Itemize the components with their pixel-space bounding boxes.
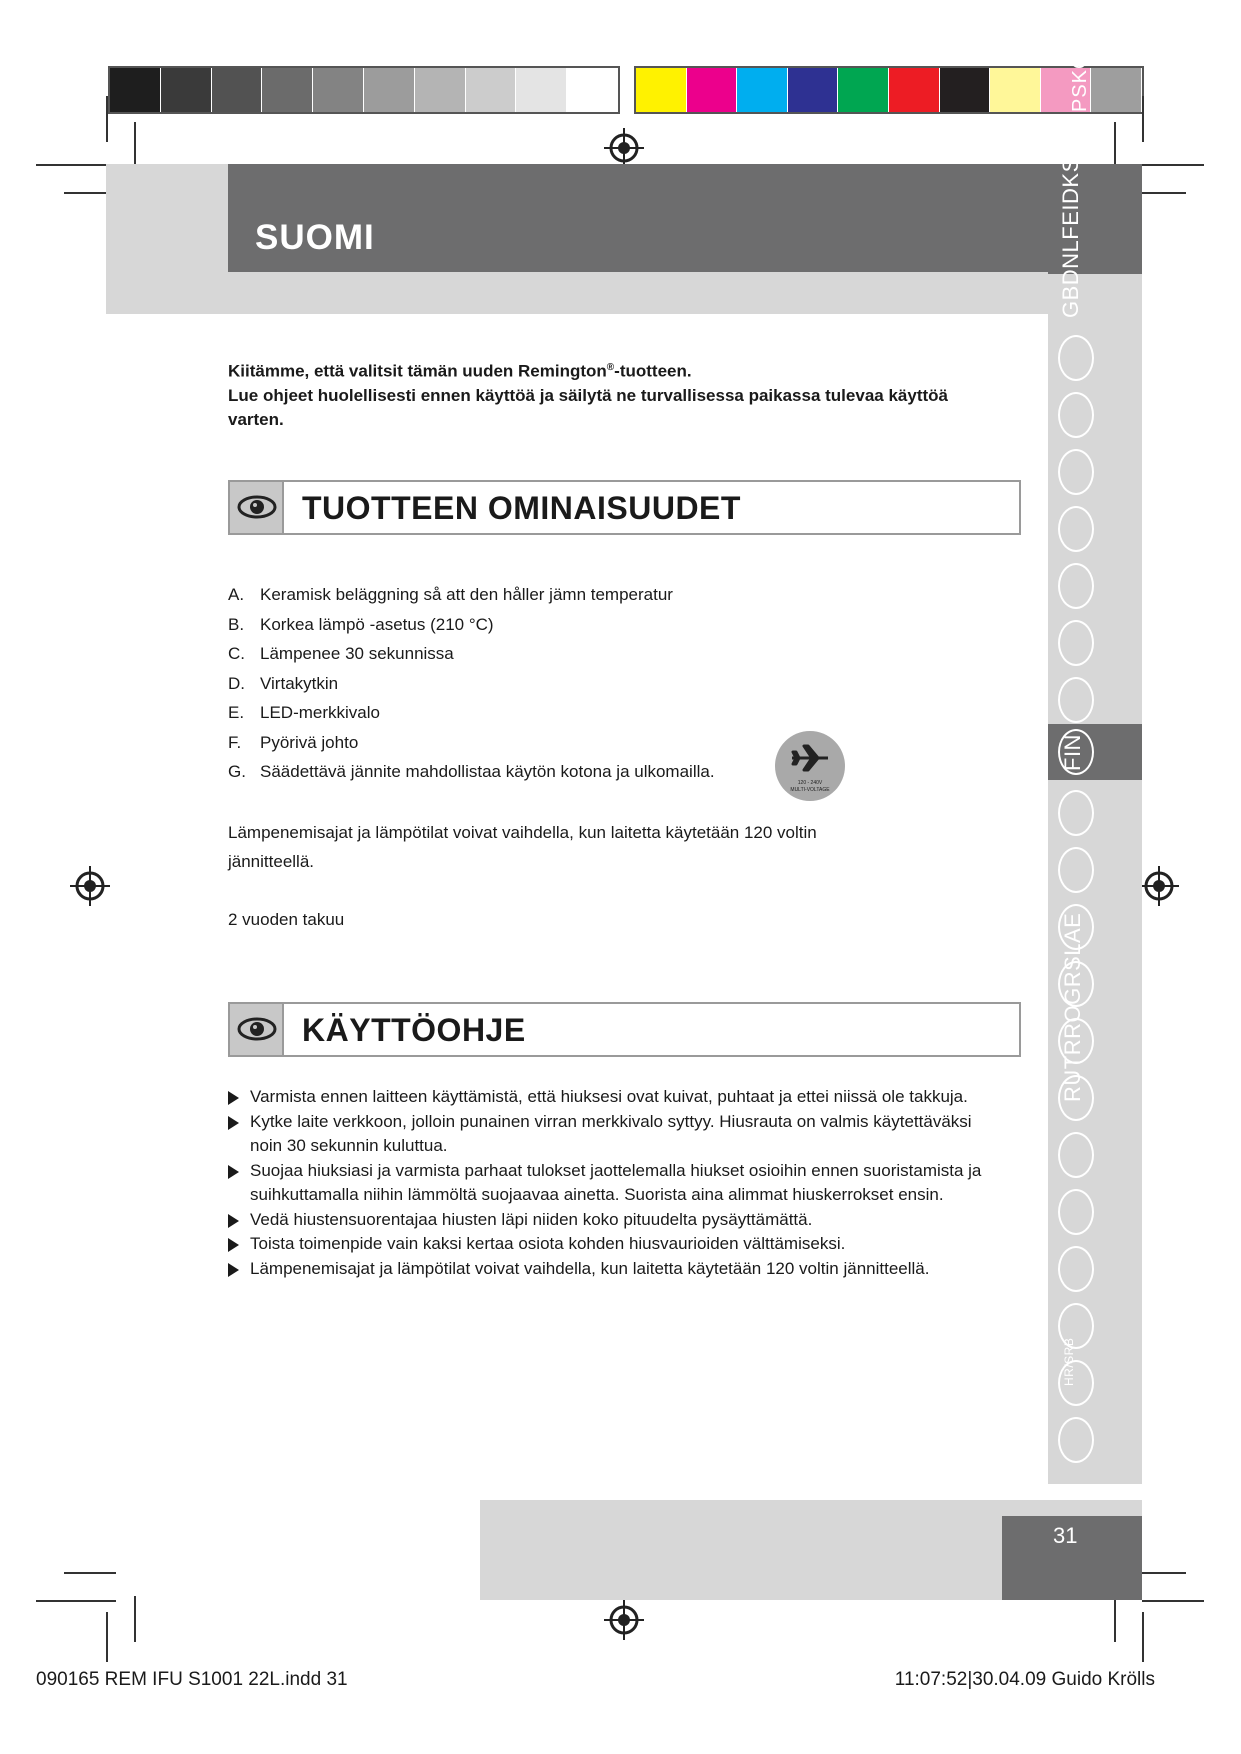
multi-voltage-badge <box>775 731 845 801</box>
intro-line2: Lue ohjeet huolellisesti ennen käyttöä ja säilytä ne turvallisessa paikassa tulevaa käyttöä varten. <box>228 385 948 429</box>
bullet-arrow-icon <box>228 1214 239 1228</box>
color-swatch <box>364 68 415 112</box>
list-letter: E. <box>228 703 245 722</box>
color-swatch <box>415 68 466 112</box>
color-swatch <box>110 68 161 112</box>
list-item <box>228 1208 988 1233</box>
list-item <box>228 1257 988 1282</box>
list-text: Keramisk beläggning så att den håller jämn temperatur <box>260 585 673 604</box>
page-number: 31 <box>1053 1523 1078 1548</box>
warranty-text: 2 vuoden takuu <box>228 910 345 929</box>
intro-text <box>228 356 998 432</box>
list-item <box>228 669 715 699</box>
side-tab-active-label: FIN <box>1060 734 1085 771</box>
crop-mark <box>1114 1596 1116 1642</box>
list-item <box>228 728 715 758</box>
color-swatch <box>788 68 839 112</box>
registration-mark-icon <box>1139 866 1179 906</box>
color-swatch <box>212 68 263 112</box>
color-swatch <box>1091 68 1142 112</box>
section-header-features <box>228 480 1021 535</box>
badge-line1: 120 - 240V <box>797 780 823 786</box>
bullet-arrow-icon <box>228 1263 239 1277</box>
list-text: Toista toimenpide vain kaksi kertaa osiota kohden hiusvaurioiden välttämiseksi. <box>250 1234 846 1253</box>
crop-mark <box>36 1600 116 1602</box>
registration-mark-icon <box>70 866 110 906</box>
color-swatch <box>940 68 991 112</box>
list-letter: C. <box>228 644 245 663</box>
instruction-list <box>228 1085 988 1281</box>
bullet-arrow-icon <box>228 1091 239 1105</box>
list-text: Vedä hiustensuorentajaa hiusten läpi niiden koko pituudelta pysäyttämättä. <box>250 1209 813 1229</box>
eye-icon-box <box>230 482 284 533</box>
list-item <box>228 757 715 787</box>
page-title: SUOMI <box>255 218 375 257</box>
color-swatch <box>313 68 364 112</box>
list-item <box>228 1110 988 1159</box>
tab-circle[interactable] <box>1058 677 1094 723</box>
color-swatch <box>737 68 788 112</box>
crop-mark <box>1142 96 1144 142</box>
list-text: Kytke laite verkkoon, jolloin punainen virran merkkivalo syttyy. Hiusrauta on valmis käytettäväksi noin 30 sekunnin kuluttua. <box>250 1111 972 1155</box>
color-swatch <box>516 68 567 112</box>
tab-circle[interactable] <box>1058 392 1094 438</box>
registration-mark-icon <box>604 128 644 168</box>
list-item <box>228 698 715 728</box>
grayscale-calibration-bar <box>108 66 620 114</box>
list-text: Suojaa hiuksiasi ja varmista parhaat tulokset jaottelemalla hiukset osioihin ennen suoristamista ja suihkuttamalla niihin lämmöltä suojaavaa ainetta. Suorista aina alimmat hiuskerrokset ensin. <box>250 1160 982 1204</box>
crop-mark <box>36 164 116 166</box>
crop-mark <box>106 1612 108 1662</box>
tab-circle[interactable] <box>1058 1417 1094 1463</box>
intro-line1-end: -tuotteen. <box>614 361 692 381</box>
tab-circle[interactable] <box>1058 1246 1094 1292</box>
section-title-features: TUOTTEEN OMINAISUUDET <box>302 490 741 526</box>
list-item <box>228 639 715 669</box>
list-text: Säädettävä jännite mahdollistaa käytön kotona ja ulkomailla. <box>260 762 715 781</box>
tab-circle[interactable] <box>1058 790 1094 836</box>
registered-mark: ® <box>606 362 615 373</box>
list-item <box>228 580 715 610</box>
crop-mark <box>1142 164 1204 166</box>
crop-mark <box>64 1572 116 1574</box>
eye-icon <box>237 494 277 520</box>
crop-mark <box>134 1596 136 1642</box>
registration-mark-icon <box>604 1600 644 1640</box>
color-swatch <box>567 68 618 112</box>
list-text: Pyörivä johto <box>260 732 359 752</box>
color-swatch <box>466 68 517 112</box>
list-text: Lämpenemisajat ja lämpötilat voivat vaihdella, kun laitetta käytetään 120 voltin jännitteellä. <box>250 1258 930 1278</box>
footer-file-info: 090165 REM IFU S1001 22L.indd 31 <box>36 1669 348 1690</box>
tab-circle[interactable] <box>1058 1189 1094 1235</box>
eye-icon <box>237 1016 277 1042</box>
bullet-arrow-icon <box>228 1165 239 1179</box>
section-header-instructions <box>228 1002 1021 1057</box>
color-swatch <box>838 68 889 112</box>
tab-circle[interactable] <box>1058 449 1094 495</box>
tab-circle[interactable] <box>1058 847 1094 893</box>
list-letter: D. <box>228 673 245 693</box>
crop-mark <box>1142 1612 1144 1662</box>
color-calibration-bar <box>634 66 1144 114</box>
list-text: Virtakytkin <box>260 673 339 693</box>
tab-circle[interactable] <box>1058 506 1094 552</box>
side-tab-top-label: GBDNLFEIDKS <box>1058 157 1083 318</box>
tab-circle[interactable] <box>1058 620 1094 666</box>
side-tab-small-label: HR/SRB <box>1062 1337 1076 1386</box>
airplane-icon <box>790 743 830 773</box>
color-swatch <box>889 68 940 112</box>
list-letter: G. <box>228 762 246 781</box>
intro-line1: Kiitämme, että valitsit tämän uuden Remington <box>228 361 607 381</box>
list-text: Varmista ennen laitteen käyttämistä, että hiuksesi ovat kuivat, puhtaat ja ettei niissä ole takkuja. <box>250 1087 968 1106</box>
footer-timestamp: 11:07:52|30.04.09 Guido Krölls <box>894 1669 1155 1690</box>
voltage-note: Lämpenemisajat ja lämpötilat voivat vaihdella, kun laitetta käytetään 120 voltin jännitteellä. <box>228 823 817 871</box>
bullet-arrow-icon <box>228 1238 239 1252</box>
list-letter: F. <box>228 732 242 752</box>
list-letter: A. <box>228 585 245 604</box>
bar-label: PSKC <box>1069 53 1091 112</box>
list-text: Korkea lämpö -asetus (210 °C) <box>260 614 494 634</box>
color-swatch <box>990 68 1041 112</box>
side-tab-mid-label: RUTRROGRSLAE <box>1060 912 1085 1102</box>
eye-icon-box <box>230 1004 284 1055</box>
color-swatch <box>161 68 212 112</box>
list-item <box>228 610 715 640</box>
tab-circle[interactable] <box>1058 335 1094 381</box>
section-title-instructions: KÄYTTÖOHJE <box>302 1012 526 1048</box>
list-item <box>228 1159 988 1208</box>
list-item <box>228 1232 988 1257</box>
feature-list <box>228 580 715 787</box>
bullet-arrow-icon <box>228 1116 239 1130</box>
list-letter: B. <box>228 614 245 634</box>
badge-line2: MULTI-VOLTAGE <box>790 787 830 793</box>
color-swatch <box>687 68 738 112</box>
color-swatch <box>262 68 313 112</box>
list-item <box>228 1085 988 1110</box>
crop-mark <box>1142 1600 1204 1602</box>
color-swatch <box>636 68 687 112</box>
list-text: LED-merkkivalo <box>260 703 380 722</box>
tab-circle[interactable] <box>1058 1132 1094 1178</box>
tab-circle[interactable] <box>1058 563 1094 609</box>
crop-mark <box>106 96 108 142</box>
list-text: Lämpenee 30 sekunnissa <box>260 644 454 663</box>
